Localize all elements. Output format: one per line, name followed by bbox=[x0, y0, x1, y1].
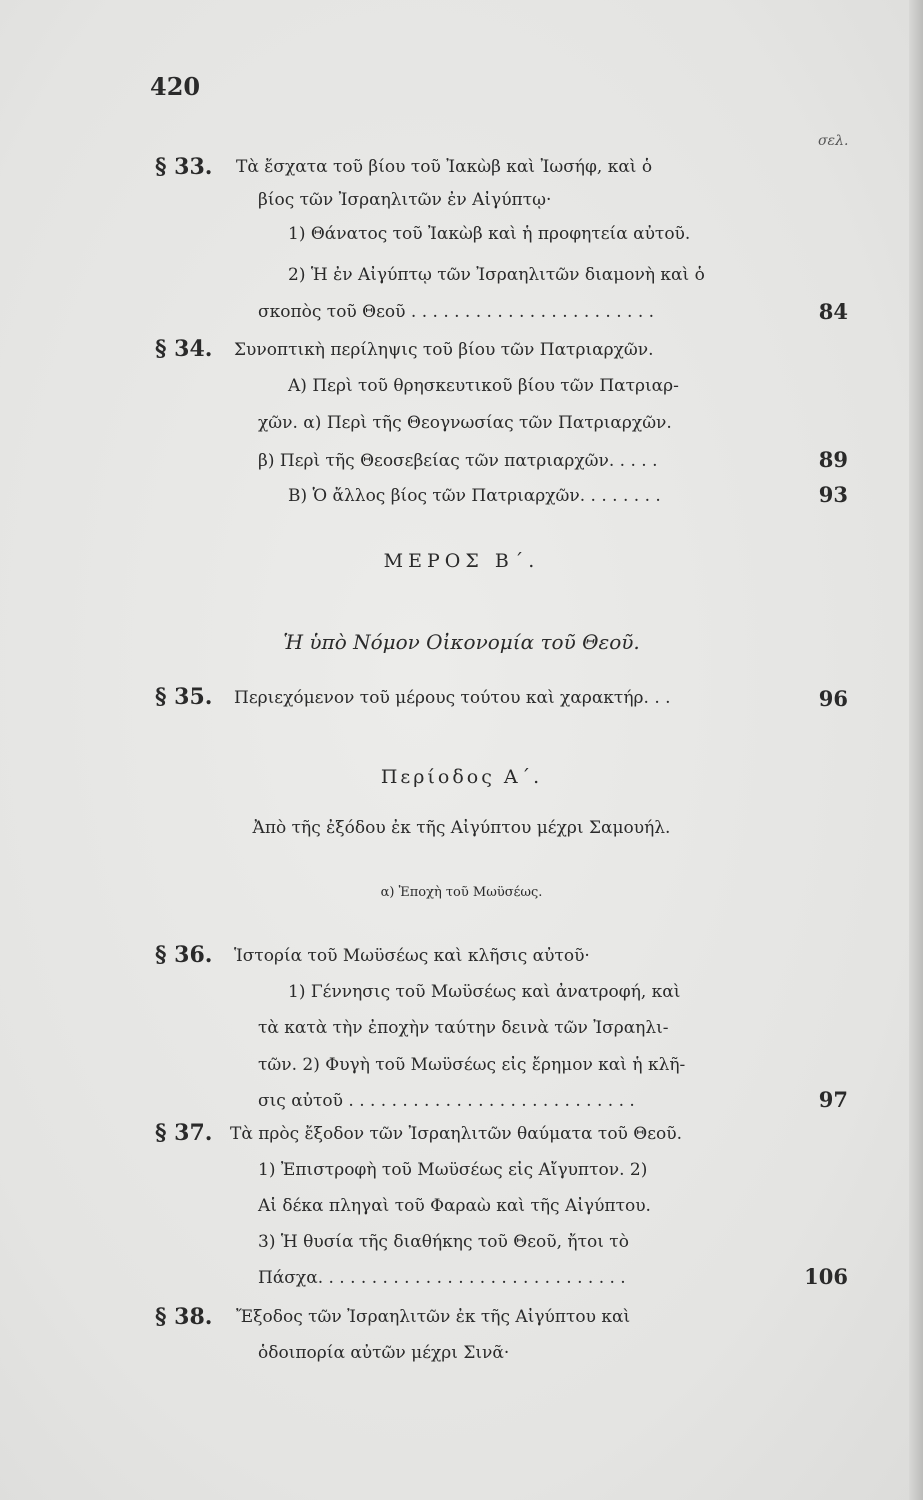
section-35-line: Περιεχόμενον τοῦ μέρους τούτου καὶ χαρακτήρ. . . bbox=[234, 688, 671, 708]
page-edge-shadow bbox=[909, 0, 923, 1500]
section-36-page: 97 bbox=[818, 1087, 848, 1112]
section-34-page: 93 bbox=[818, 482, 848, 507]
section-38-number: § 38. bbox=[155, 1304, 213, 1330]
section-33-page: 84 bbox=[818, 299, 848, 324]
part-heading: ΜΕΡΟΣ Β΄. bbox=[383, 550, 540, 572]
section-37-line: 1) Ἐπιστροφὴ τοῦ Μωϋσέως εἰς Αἴγυπτον. 2) bbox=[258, 1160, 648, 1180]
section-33-line: 2) Ἡ ἐν Αἰγύπτῳ τῶν Ἰσραηλιτῶν διαμονὴ καὶ ὁ bbox=[288, 265, 705, 285]
section-36-line: τῶν. 2) Φυγὴ τοῦ Μωϋσέως εἰς ἔρημον καὶ ἡ κλῆ- bbox=[258, 1055, 686, 1075]
section-34-page: 89 bbox=[818, 447, 848, 472]
section-37-page: 106 bbox=[804, 1264, 848, 1289]
section-33-line: βίος τῶν Ἰσραηλιτῶν ἐν Αἰγύπτῳ· bbox=[258, 190, 552, 210]
section-34-line: Β) Ὁ ἄλλος βίος τῶν Πατριαρχῶν. . . . . . . . bbox=[288, 486, 661, 506]
section-34-line: χῶν. α) Περὶ τῆς Θεογνωσίας τῶν Πατριαρχῶν. bbox=[258, 413, 672, 433]
section-37-line: Πάσχα. . . . . . . . . . . . . . . . . . . . . . . . . . . . . bbox=[258, 1268, 626, 1288]
section-36-line: Ἱστορία τοῦ Μωϋσέως καὶ κλῆσις αὐτοῦ· bbox=[234, 946, 590, 966]
period-heading: Περίοδος Α΄. bbox=[380, 766, 543, 788]
part-title: Ἡ ὑπὸ Νόμον Οἰκονομία τοῦ Θεοῦ. bbox=[283, 630, 640, 654]
section-33-line: Τὰ ἔσχατα τοῦ βίου τοῦ Ἰακὼβ καὶ Ἰωσήφ, καὶ ὁ bbox=[236, 157, 653, 177]
section-38-line: ὁδοιπορία αὐτῶν μέχρι Σινᾶ· bbox=[258, 1343, 510, 1363]
section-37-number: § 37. bbox=[155, 1120, 213, 1146]
section-38-line: Ἔξοδος τῶν Ἰσραηλιτῶν ἐκ τῆς Αἰγύπτου καὶ bbox=[236, 1307, 631, 1327]
section-33-number: § 33. bbox=[155, 154, 213, 180]
page-number: 420 bbox=[150, 72, 201, 101]
section-37-line: Αἱ δέκα πληγαὶ τοῦ Φαραὼ καὶ τῆς Αἰγύπτου. bbox=[258, 1196, 651, 1216]
section-34-line: Συνοπτικὴ περίληψις τοῦ βίου τῶν Πατριαρχῶν. bbox=[234, 340, 654, 360]
section-34-number: § 34. bbox=[155, 336, 213, 362]
section-36-line: 1) Γέννησις τοῦ Μωϋσέως καὶ ἀνατροφή, καὶ bbox=[288, 982, 681, 1002]
section-34-line: β) Περὶ τῆς Θεοσεβείας τῶν πατριαρχῶν. . . . . bbox=[258, 451, 658, 471]
section-37-line: Τὰ πρὸς ἔξοδον τῶν Ἰσραηλιτῶν θαύματα τοῦ Θεοῦ. bbox=[230, 1124, 683, 1144]
section-34-line: Α) Περὶ τοῦ θρησκευτικοῦ βίου τῶν Πατριαρ- bbox=[288, 376, 679, 396]
section-37-line: 3) Ἡ θυσία τῆς διαθήκης τοῦ Θεοῦ, ἤτοι τὸ bbox=[258, 1232, 629, 1252]
section-35-number: § 35. bbox=[155, 684, 213, 710]
section-33-line: σκοπὸς τοῦ Θεοῦ . . . . . . . . . . . . . . . . . . . . . . . bbox=[258, 302, 655, 322]
section-35-page: 96 bbox=[818, 686, 848, 711]
section-33-line: 1) Θάνατος τοῦ Ἰακὼβ καὶ ἡ προφητεία αὐτοῦ. bbox=[288, 224, 691, 244]
section-36-number: § 36. bbox=[155, 942, 213, 968]
epoch-heading: α) Ἐποχὴ τοῦ Μωϋσέως. bbox=[380, 885, 543, 900]
section-36-line: τὰ κατὰ τὴν ἐποχὴν ταύτην δεινὰ τῶν Ἰσραηλι- bbox=[258, 1018, 669, 1038]
section-36-line: σις αὐτοῦ . . . . . . . . . . . . . . . . . . . . . . . . . . . bbox=[258, 1091, 635, 1111]
column-header: σελ. bbox=[818, 133, 849, 149]
period-title: Ἀπὸ τῆς ἐξόδου ἐκ τῆς Αἰγύπτου μέχρι Σαμουήλ. bbox=[252, 818, 671, 838]
